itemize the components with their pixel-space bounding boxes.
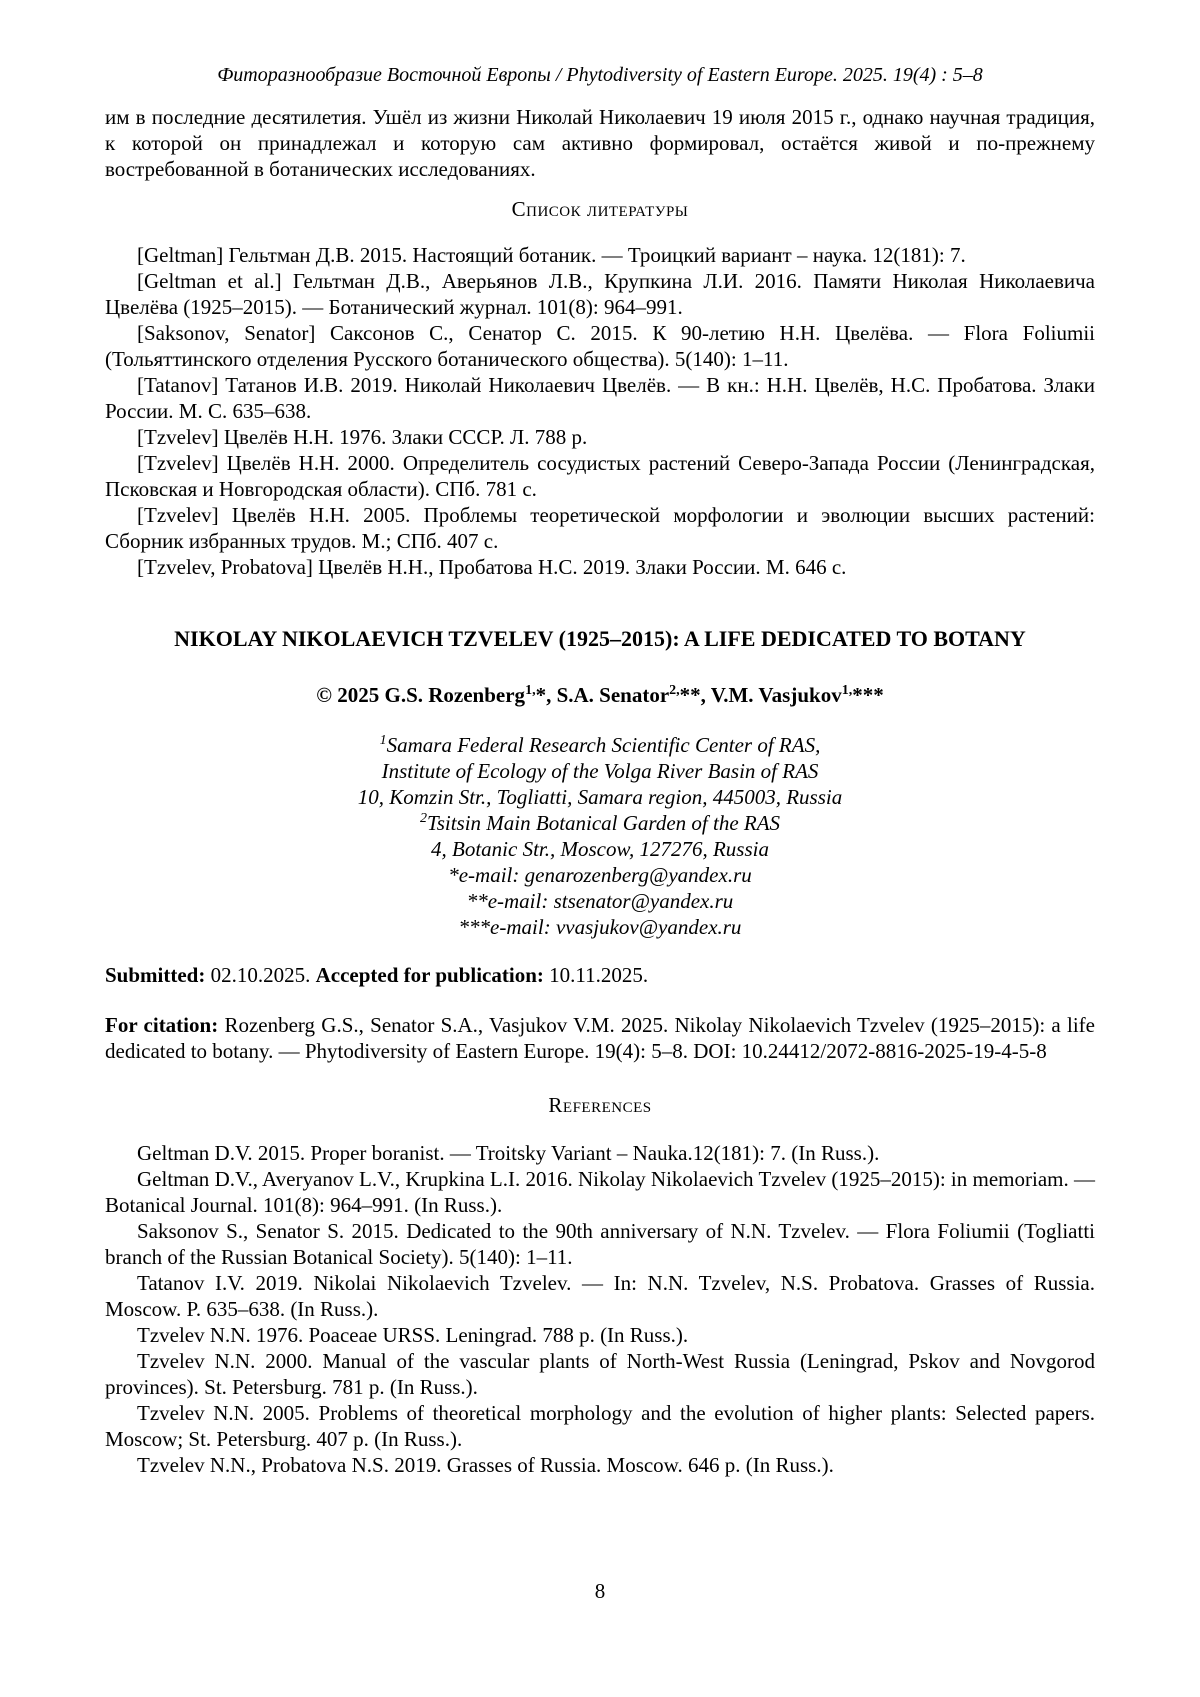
accepted-date: 10.11.2025. <box>549 963 649 987</box>
author-footnote-stars: ** <box>679 683 701 707</box>
author: , S.A. Senator <box>546 683 670 707</box>
submitted-line <box>105 962 1095 988</box>
russian-reference-item: [Tzvelev, Probatova] Цвелёв Н.Н., Пробатова Н.С. 2019. Злаки России. М. 646 с. <box>137 555 847 579</box>
author: , V.M. Vasjukov <box>700 683 842 707</box>
affiliation-line <box>105 810 1095 836</box>
author-affiliation-superscript: 1, <box>525 683 536 698</box>
russian-references-list <box>105 242 1095 580</box>
email-text: ***e-mail: vvasjukov@yandex.ru <box>458 915 742 939</box>
english-references-list <box>105 1140 1095 1478</box>
affiliation-line <box>105 732 1095 758</box>
russian-references-heading: Список литературы <box>511 197 689 221</box>
submitted-date: 02.10.2025. <box>210 963 311 987</box>
russian-reference-item: [Saksonov, Senator] Саксонов С., Сенатор С. 2015. К 90-летию Н.Н. Цвелёва. — Flora Foliumii (Тольяттинского отделения Русского ботанического общества). 5(140): 1–11. <box>105 321 1095 371</box>
authors-line <box>105 682 1095 708</box>
affiliation-line <box>105 758 1095 784</box>
author-affiliation-superscript: 2, <box>669 683 680 698</box>
affiliation-text: Tsitsin Main Botanical Garden of the RAS <box>426 811 781 835</box>
page-number: 8 <box>594 1579 606 1603</box>
russian-reference-item: [Tzvelev] Цвелёв Н.Н. 1976. Злаки СССР. Л. 788 р. <box>137 425 588 449</box>
english-reference-item: Saksonov S., Senator S. 2015. Dedicated to the 90th anniversary of N.N. Tzvelev. — Flora Foliumii (Togliatti branch of the Russian Botanical Society). 5(140): 1–11. <box>105 1219 1095 1269</box>
russian-reference-item: [Geltman] Гельтман Д.В. 2015. Настоящий ботаник. — Троицкий вариант – наука. 12(181): 7. <box>137 243 966 267</box>
english-reference-item: Tzvelev N.N. 2005. Problems of theoretical morphology and the evolution of higher plants: Selected papers. Moscow; St. Petersburg. 407 p. (In Russ.). <box>105 1401 1095 1451</box>
russian-reference-item: [Tzvelev] Цвелёв Н.Н. 2005. Проблемы теоретической морфологии и эволюции высших растений: Сборник избранных трудов. М.; СПб. 407 с. <box>105 503 1095 553</box>
affiliation-text: 4, Botanic Str., Moscow, 127276, Russia <box>431 837 769 861</box>
email-line <box>105 862 1095 888</box>
english-reference-item: Geltman D.V. 2015. Proper boranist. — Troitsky Variant – Nauka.12(181): 7. (In Russ.). <box>137 1141 880 1165</box>
english-references-heading: References <box>548 1093 652 1117</box>
affiliation-text: Institute of Ecology of the Volga River Basin of RAS <box>381 759 819 783</box>
email-text: *e-mail: genarozenberg@yandex.ru <box>448 863 752 887</box>
affiliation-text: Samara Federal Research Scientific Center of RAS, <box>386 733 821 757</box>
russian-reference-item: [Tzvelev] Цвелёв Н.Н. 2000. Определитель сосудистых растений Северо-Запада России (Ленинградская, Псковская и Новгородская области). СПб. 781 с. <box>105 451 1095 501</box>
for-citation-paragraph <box>105 1012 1095 1064</box>
affiliation-line <box>105 836 1095 862</box>
email-line <box>105 888 1095 914</box>
russian-reference-item: [Geltman et al.] Гельтман Д.В., Аверьянов Л.В., Крупкина Л.И. 2016. Памяти Николая Николаевича Цвелёва (1925–2015). — Ботанический журнал. 101(8): 964–991. <box>105 269 1095 319</box>
intro-paragraph: им в последние десятилетия. Ушёл из жизни Николай Николаевич 19 июля 2015 г., однако научная традиция, к которой он принадлежал и которую сам активно формировал, остаётся живой и по-прежнему востребованной в ботанических исследованиях. <box>105 105 1095 181</box>
submitted-label: Submitted: <box>105 963 206 987</box>
running-head: Фиторазнообразие Восточной Европы / Phytodiversity of Eastern Europe. 2025. 19(4) : 5–8 <box>217 64 983 86</box>
affiliation-line <box>105 784 1095 810</box>
author-footnote-stars: * <box>535 683 547 707</box>
english-reference-item: Tzvelev N.N., Probatova N.S. 2019. Grasses of Russia. Moscow. 646 p. (In Russ.). <box>137 1453 834 1477</box>
affiliation-superscript: 1 <box>379 733 387 748</box>
author-footnote-stars: *** <box>852 683 884 707</box>
email-line <box>105 914 1095 940</box>
affiliation-block <box>105 732 1095 940</box>
english-reference-item: Tzvelev N.N. 1976. Poaceae URSS. Leningrad. 788 p. (In Russ.). <box>137 1323 689 1347</box>
russian-reference-item: [Tatanov] Татанов И.В. 2019. Николай Николаевич Цвелёв. — В кн.: Н.Н. Цвелёв, Н.С. Пробатова. Злаки России. М. С. 635–638. <box>105 373 1095 423</box>
article-title: NIKOLAY NIKOLAEVICH TZVELEV (1925–2015): A LIFE DEDICATED TO BOTANY <box>174 626 1026 651</box>
english-reference-item: Tzvelev N.N. 2000. Manual of the vascular plants of North-West Russia (Leningrad, Pskov and Novgorod provinces). St. Petersburg. 781 p. (In Russ.). <box>105 1349 1095 1399</box>
email-text: **e-mail: stsenator@yandex.ru <box>466 889 734 913</box>
english-reference-item: Tatanov I.V. 2019. Nikolai Nikolaevich Tzvelev. — In: N.N. Tzvelev, N.S. Probatova. Grasses of Russia. Moscow. P. 635–638. (In Russ.). <box>105 1271 1095 1321</box>
for-citation-label: For citation: <box>105 1013 219 1037</box>
author-affiliation-superscript: 1, <box>841 683 853 698</box>
english-reference-item: Geltman D.V., Averyanov L.V., Krupkina L.I. 2016. Nikolay Nikolaevich Tzvelev (1925–2015): in memoriam. — Botanical Journal. 101(8): 964–991. (In Russ.). <box>105 1167 1095 1217</box>
for-citation-text: Rozenberg G.S., Senator S.A., Vasjukov V.M. 2025. Nikolay Nikolaevich Tzvelev (1925–2015): a life dedicated to botany. — Phytodiversity of Eastern Europe. 19(4): 5–8. DOI: 10.24412/2072-8816-2025-19-4-5-8 <box>105 1013 1095 1063</box>
affiliation-superscript: 2 <box>419 811 427 826</box>
accepted-label: Accepted for publication: <box>315 963 544 987</box>
affiliation-text: 10, Komzin Str., Togliatti, Samara region, 445003, Russia <box>357 785 843 809</box>
author: © 2025 G.S. Rozenberg <box>316 683 526 707</box>
